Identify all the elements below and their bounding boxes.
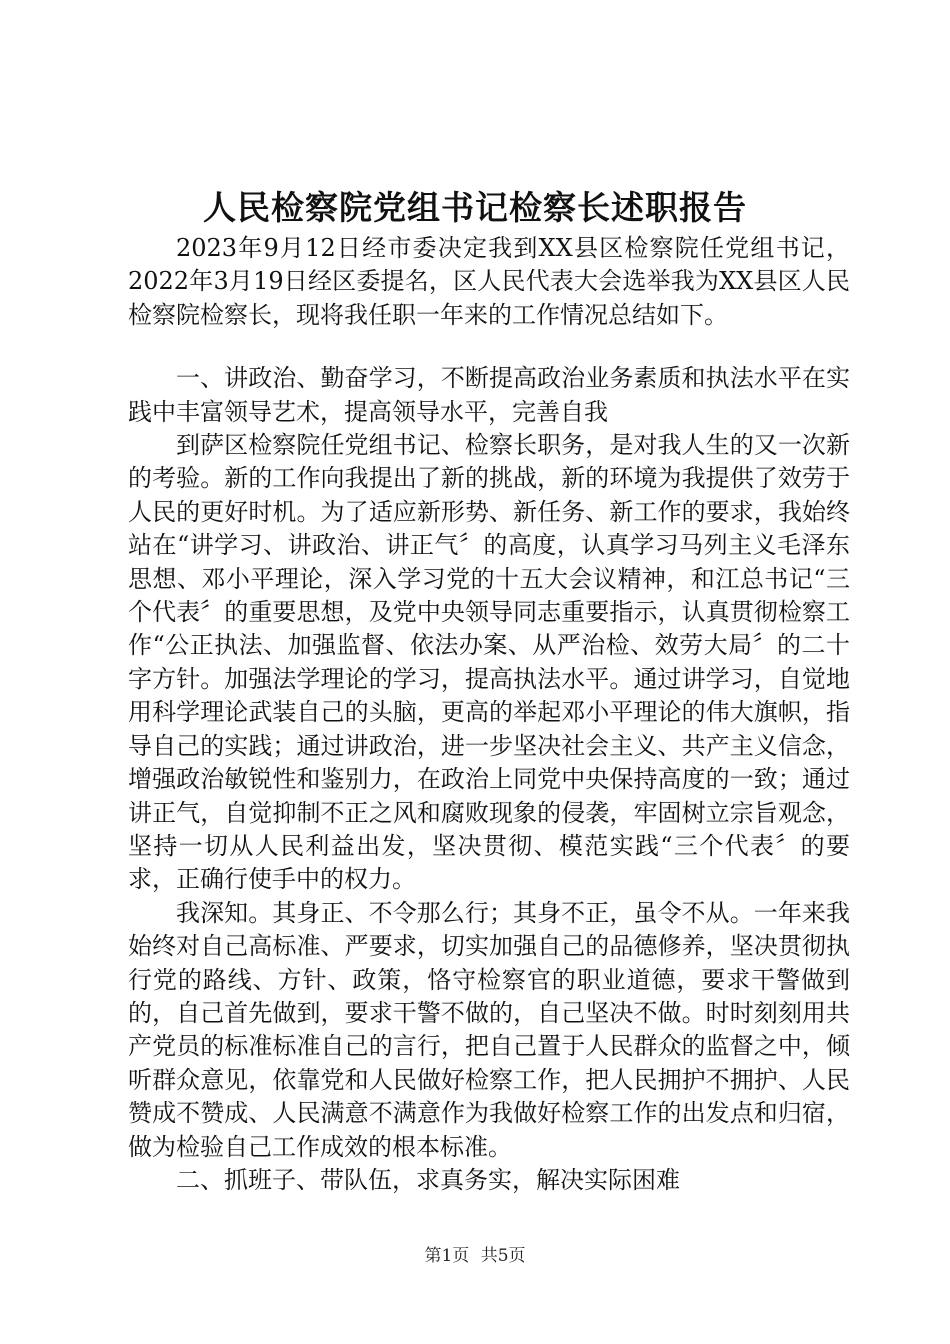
document-title: 人民检察院党组书记检察长述职报告 (203, 188, 747, 227)
document-body (128, 232, 850, 1197)
page-footer (0, 1244, 950, 1268)
page-total: 共5页 (480, 1246, 526, 1266)
paragraph-spacer (128, 332, 850, 362)
section-1-paragraph-2: 我深知。其身正、不令那么行；其身不正，虽令不从。一年来我始终对自己高标准、严要求，切实加强自己的品德修养，坚决贯彻执行党的路线、方针、政策，恪守检察官的职业道德，要求干警做到的，自己首先做到，要求干警不做的，自己坚决不做。时时刻刻用共产党员的标准标准自己的言行，把自己置于人民群众的监督之中，倾听群众意见，依靠党和人民做好检察工作，把人民拥护不拥护、人民赞成不赞成、人民满意不满意作为我做好检察工作的出发点和归宿，做为检验自己工作成效的根本标准。 (128, 898, 850, 1161)
intro-paragraph: 2023年9月12日经市委决定我到XX县区检察院任党组书记，2022年3月19日经区委提名，区人民代表大会选举我为XX县区人民检察院检察长，现将我任职一年来的工作情况总结如下。 (128, 234, 850, 329)
section-2-heading: 二、抓班子、带队伍，求真务实，解决实际困难 (176, 1165, 680, 1194)
section-1-paragraph-1: 到萨区检察院任党组书记、检察长职务，是对我人生的又一次新的考验。新的工作向我提出了新的挑战，新的环境为我提供了效劳于人民的更好时机。为了适应新形势、新任务、新工作的要求，我始终站在“讲学习、讲政治、讲正气〞的高度，认真学习马列主义毛泽东思想、邓小平理论，深入学习党的十五大会议精神，和江总书记“三个代表〞的重要思想，及党中央领导同志重要指示，认真贯彻检察工作“公正执法、加强监督、依法办案、从严治检、效劳大局〞的二十字方针。加强法学理论的学习，提高执法水平。通过讲学习，自觉地用科学理论武装自己的头脑，更高的举起邓小平理论的伟大旗帜，指导自己的实践；通过讲政治，进一步坚决社会主义、共产主义信念，增强政治敏锐性和鉴别力，在政治上同党中央保持高度的一致；通过讲正气，自觉抑制不正之风和腐败现象的侵袭，牢固树立宗旨观念，坚持一切从人民利益出发，坚决贯彻、模范实践“三个代表〞的要求，正确行使手中的权力。 (128, 431, 850, 894)
section-1-heading: 一、讲政治、勤奋学习，不断提高政治业务素质和执法水平在实践中丰富领导艺术，提高领导水平，完善自我 (128, 364, 850, 426)
page-number: 第1页 (424, 1246, 470, 1266)
